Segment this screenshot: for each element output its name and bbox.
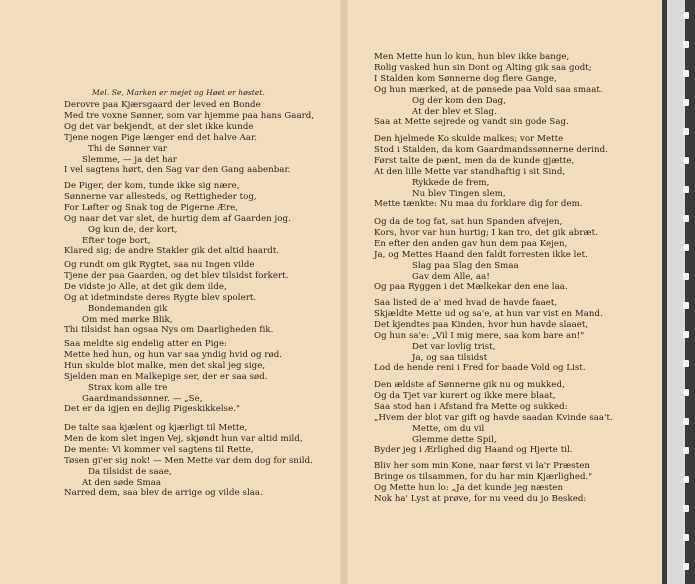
- verse-line: Men Mette hun lo kun, hun blev ikke bange,: [374, 52, 570, 62]
- left-page: [0, 0, 340, 584]
- verse-line: Gaardmandssønner. — „Se,: [82, 393, 203, 404]
- verse-line: Byder jeg i Ærlighed dig Haand og Hjerte til.: [374, 445, 573, 456]
- verse-line: Bondemanden gik: [88, 303, 168, 314]
- verse-line: Thi tilsidst han ogsaa Nys om Daarligheden fik.: [64, 325, 274, 336]
- verse-line: Slag paa Slag den Smaa: [412, 260, 519, 271]
- verse-line: Og paa Ryggen i det Mælkekar den ene laa.: [374, 282, 568, 293]
- verse-line: Gav dem Alle, aa!: [412, 271, 490, 282]
- verse-line: De vidste jo Alle, at det gik dem ilde,: [64, 281, 227, 292]
- verse-line: Tjene nogen Pige længer end det halve Aar.: [64, 132, 258, 143]
- binding-hole: [683, 505, 689, 512]
- verse-line: Og rundt om gik Rygtet, saa nu Ingen vilde: [64, 260, 255, 270]
- verse-line: En efter den anden gav hun dem paa Kejen,: [374, 238, 568, 249]
- verse-line: Med tre voxne Sønner, som var hjemme paa hans Gaard,: [64, 110, 315, 121]
- verse-line: Bringe os tilsammen, for du har min Kjærlighed.": [374, 471, 593, 482]
- binding-hole: [683, 70, 689, 77]
- binding-hole: [683, 215, 689, 222]
- verse-line: Sønnerne var allesteds, og Rettigheder tog,: [64, 191, 257, 202]
- verse-line: Og naar det var slet, de hurtig dem af Gaarden jog.: [64, 213, 291, 224]
- verse-line: Narred dem, saa blev de arrige og vilde slaa.: [64, 488, 263, 499]
- binding-hole: [683, 389, 689, 396]
- binding-hole: [683, 563, 689, 570]
- verse-line: At der blev et Slag.: [412, 106, 497, 117]
- melody-note: Mel. Se, Marken er mejet og Høet er høstet.: [92, 88, 265, 97]
- verse-line: Men de kom slet ingen Vej, skjøndt hun var altid mild,: [64, 433, 303, 444]
- verse-line: Det er da igjen en dejlig Pigeskikkelse.": [64, 404, 241, 415]
- verse-line: De talte saa kjælent og kjærligt til Mette,: [64, 423, 248, 433]
- verse-line: Det kjendtes paa Kinden, hvor hun havde slaaet,: [374, 319, 589, 330]
- verse-line: Og kun de, der kort,: [88, 224, 178, 235]
- binding-hole: [683, 186, 689, 193]
- verse-line: Tøsen gi'er sig nok! — Men Mette var dem dog for snild.: [64, 455, 313, 466]
- verse-line: Den ældste af Sønnerne gik nu og mukked,: [374, 380, 565, 390]
- binding-hole: [683, 418, 689, 425]
- verse-line: Slemme, — ja det har: [82, 154, 177, 165]
- verse-line: Og hun sa'e: „Vil I mig mere, saa kom bare an!": [374, 330, 585, 341]
- verse-line: Saa meldte sig endelig atter en Pige:: [64, 339, 228, 349]
- verse-line: I vel sagtens hørt, den Sag var den Gang aabenbar.: [64, 165, 291, 176]
- verse-line: Da tilsidst de saae,: [88, 466, 172, 477]
- verse-line: Sjelden man en Malkepige ser, der er saa sød.: [64, 371, 268, 382]
- binding-hole: [683, 476, 689, 483]
- verse-line: Glemme dette Spil,: [412, 434, 497, 445]
- verse-line: Og det var bekjendt, at der slet ikke kunde: [64, 121, 254, 132]
- binding-hole: [683, 12, 689, 19]
- verse-line: For Løfter og Snak tog de Pigerne Ære,: [64, 202, 239, 213]
- verse-line: De Piger, der kom, tunde ikke sig nære,: [64, 181, 240, 191]
- binding-strip: [667, 0, 685, 584]
- binding-hole: [683, 157, 689, 164]
- verse-line: Rykkede de frem,: [412, 177, 490, 188]
- verse-line: „Hvem der blot var gift og havde saadan Kvinde saa't.: [374, 412, 613, 423]
- page-gutter: [340, 0, 348, 584]
- binding-hole: [683, 331, 689, 338]
- binding-hole: [683, 302, 689, 309]
- verse-line: Den hjelmede Ko skulde malkes; vor Mette: [374, 134, 564, 144]
- verse-line: Rolig vasked hun sin Dont og Alting gik saa godt;: [374, 62, 592, 73]
- verse-line: Mette tænkte: Nu maa du forklare dig for dem.: [374, 199, 583, 210]
- binding-hole: [683, 447, 689, 454]
- verse-line: Saa at Mette sejrede og vandt sin gode Sag.: [374, 117, 569, 128]
- verse-line: Og at idetmindste deres Rygte blev spolert.: [64, 292, 257, 303]
- verse-line: Bliv her som min Kone, naar først vi la'r Præsten: [374, 461, 590, 471]
- binding-hole: [683, 128, 689, 135]
- right-page: [348, 0, 662, 584]
- verse-line: Lod de hende reni i Fred for baade Vold og List.: [374, 363, 586, 374]
- verse-line: Stod i Stalden, da kom Gaardmandssønnerne derind.: [374, 144, 608, 155]
- verse-line: Strax kom alle tre: [88, 382, 168, 393]
- verse-line: Klared sig; de andre Stakler gik det altid haardt.: [64, 246, 280, 257]
- verse-line: Om med mørke Blik,: [82, 314, 173, 325]
- verse-line: I Stalden kom Sønnerne dog flere Gange,: [374, 73, 557, 84]
- verse-line: Derovre paa Kjærsgaard der leved en Bonde: [64, 100, 261, 110]
- verse-line: Ja, og saa tilsidst: [412, 352, 488, 363]
- verse-line: Nok ha' Lyst at prøve, for nu veed du jo Besked:: [374, 493, 587, 504]
- binding-hole: [683, 534, 689, 541]
- verse-line: Hun skulde blot malke, men det skal jeg sige,: [64, 360, 266, 371]
- verse-line: Det var lovlig trist,: [412, 341, 496, 352]
- verse-line: Efter toge bort,: [82, 235, 151, 246]
- verse-line: Og hun mærked, at de pønsede paa Vold saa smaat.: [374, 84, 603, 95]
- verse-line: Først talte de pænt, men da de kunde gjætte,: [374, 155, 575, 166]
- verse-line: Tjene der paa Gaarden, og det blev tilsidst forkert.: [64, 270, 289, 281]
- binding-hole: [683, 273, 689, 280]
- verse-line: Saa listed de a' med hvad de havde faaet,: [374, 298, 558, 308]
- binding-hole: [683, 99, 689, 106]
- verse-line: Skjældte Mette ud og sa'e, at hun var vist en Mand.: [374, 308, 603, 319]
- verse-line: De mente: Vi kommer vel sagtens til Rette,: [64, 444, 254, 455]
- verse-line: Kors, hvor var hun hurtig; I kan tro, det gik abræt.: [374, 227, 598, 238]
- verse-line: Thi de Sønner var: [88, 143, 168, 154]
- verse-line: Nu blev Tingen slem,: [412, 188, 506, 199]
- verse-line: Og Mette hun lo: „Ja det kunde jeg næsten: [374, 482, 564, 493]
- verse-line: Og der kom den Dag,: [412, 95, 507, 106]
- verse-line: Mette, om du vil: [412, 423, 485, 434]
- verse-line: Og da Tjet var kurert og ikke mere blaat,: [374, 390, 556, 401]
- verse-line: At den søde Smaa: [82, 477, 162, 488]
- verse-line: Ja, og Mettes Haand den faldt forresten ikke let.: [374, 249, 588, 260]
- binding-hole: [683, 41, 689, 48]
- verse-line: At den lille Mette var standhaftig i sit Sind,: [374, 166, 566, 177]
- verse-line: Saa stod han i Afstand fra Mette og sukked:: [374, 401, 568, 412]
- binding-hole: [683, 244, 689, 251]
- binding-hole: [683, 360, 689, 367]
- verse-line: Mette hed hun, og hun var saa yndig hvid og rød.: [64, 349, 283, 360]
- verse-line: Og da de tog fat, sat hun Spanden afvejen,: [374, 217, 563, 227]
